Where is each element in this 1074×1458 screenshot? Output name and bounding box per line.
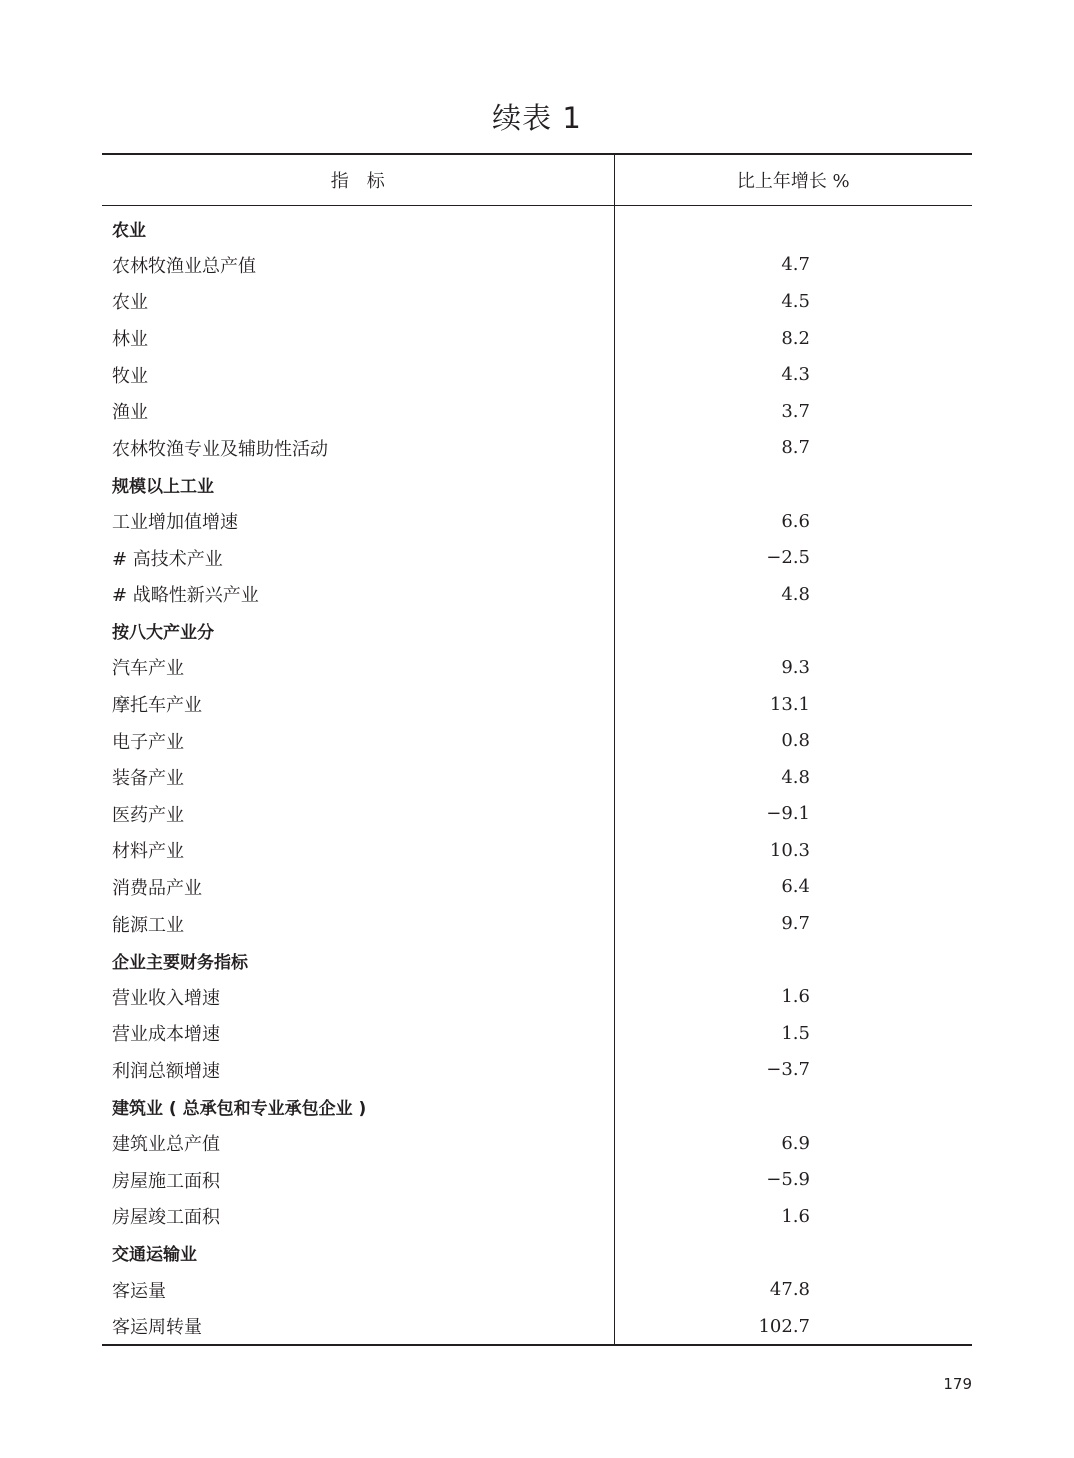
- growth-value: 47.8: [769, 1279, 810, 1301]
- indicator-label: 材料产业: [102, 832, 614, 869]
- growth-value: 1.5: [781, 1022, 810, 1044]
- indicator-label: 房屋竣工面积: [102, 1198, 614, 1235]
- indicator-label: 农业: [102, 283, 614, 320]
- table-row: [102, 1308, 972, 1346]
- growth-value: 8.7: [781, 437, 810, 459]
- table-row: [102, 1015, 972, 1052]
- growth-value: 102.7: [614, 1308, 972, 1346]
- indicator-label: 农林牧渔专业及辅助性活动: [102, 430, 614, 467]
- indicator-label: 利润总额增速: [102, 1052, 614, 1089]
- table-row: [102, 247, 972, 284]
- table-row: [102, 869, 972, 906]
- indicator-label: 营业成本增速: [102, 1015, 614, 1052]
- table-row: [102, 759, 972, 796]
- growth-value: 9.7: [781, 913, 810, 935]
- growth-value: 4.7: [781, 254, 810, 276]
- indicator-label: 建筑业总产值: [102, 1125, 614, 1162]
- growth-value: 10.3: [769, 839, 810, 861]
- indicator-label: 林业: [102, 320, 614, 357]
- indicator-label: 电子产业: [102, 722, 614, 759]
- growth-value: [614, 942, 972, 979]
- growth-value: [614, 206, 972, 247]
- indicator-label: 装备产业: [102, 759, 614, 796]
- table-row: [102, 430, 972, 467]
- indicator-label: 渔业: [102, 393, 614, 430]
- section-label: 建筑业 ( 总承包和专业承包企业 ): [102, 1088, 614, 1125]
- indicator-label: # 战略性新兴产业: [102, 576, 614, 613]
- table-row: [102, 539, 972, 576]
- table-row: [102, 832, 972, 869]
- growth-value: 6.9: [781, 1132, 810, 1154]
- table-section-row: [102, 466, 972, 503]
- growth-value: 0.8: [781, 730, 810, 752]
- growth-value: −2.5: [766, 547, 810, 569]
- growth-value: −9.1: [766, 803, 810, 825]
- growth-value: 3.7: [781, 400, 810, 422]
- growth-value: −3.7: [766, 1059, 810, 1081]
- growth-value: 6.4: [781, 876, 810, 898]
- table-row: [102, 905, 972, 942]
- table-row: [102, 320, 972, 357]
- table-row: [102, 576, 972, 613]
- table-row: [102, 356, 972, 393]
- growth-value: [614, 1235, 972, 1272]
- table-row: [102, 1198, 972, 1235]
- table-row: [102, 649, 972, 686]
- growth-value: 6.6: [781, 510, 810, 532]
- indicator-label: 房屋施工面积: [102, 1161, 614, 1198]
- growth-value: 4.3: [781, 364, 810, 386]
- indicator-label: 医药产业: [102, 796, 614, 833]
- indicator-label: 能源工业: [102, 905, 614, 942]
- indicator-label: 消费品产业: [102, 869, 614, 906]
- table-row: [102, 686, 972, 723]
- section-label: 交通运输业: [102, 1235, 614, 1272]
- growth-value: [614, 1088, 972, 1125]
- header-growth: 比上年增长 %: [614, 154, 972, 206]
- page-title: 续表 1: [492, 101, 582, 135]
- table-row: [102, 1161, 972, 1198]
- table-section-row: [102, 942, 972, 979]
- indicator-label: # 高技术产业: [102, 539, 614, 576]
- table-row: [102, 1052, 972, 1089]
- table-row: [102, 1125, 972, 1162]
- table-row: [102, 1271, 972, 1308]
- indicator-label: 摩托车产业: [102, 686, 614, 723]
- growth-value: 8.2: [781, 327, 810, 349]
- growth-value: 1.6: [781, 986, 810, 1008]
- table-body: [102, 206, 972, 1346]
- growth-value: 9.3: [781, 656, 810, 678]
- growth-value: [614, 613, 972, 650]
- table-header-row: [102, 154, 972, 206]
- section-label: 按八大产业分: [102, 613, 614, 650]
- indicator-label: 汽车产业: [102, 649, 614, 686]
- indicator-label: 牧业: [102, 356, 614, 393]
- table-row: [102, 978, 972, 1015]
- growth-value: −5.9: [766, 1169, 810, 1191]
- indicator-label: 客运周转量: [102, 1308, 614, 1346]
- growth-value: 4.8: [781, 583, 810, 605]
- growth-value: 13.1: [769, 693, 810, 715]
- table-section-row: [102, 1088, 972, 1125]
- table-row: [102, 283, 972, 320]
- table-section-row: [102, 613, 972, 650]
- statistics-table: [102, 153, 972, 1346]
- table-row: [102, 393, 972, 430]
- indicator-label: 客运量: [102, 1271, 614, 1308]
- table-section-row: [102, 1235, 972, 1272]
- page-number: 179: [943, 1375, 972, 1393]
- growth-value: [614, 466, 972, 503]
- section-label: 规模以上工业: [102, 466, 614, 503]
- table-section-row: [102, 206, 972, 247]
- indicator-label: 工业增加值增速: [102, 503, 614, 540]
- table-row: [102, 503, 972, 540]
- table-row: [102, 722, 972, 759]
- growth-value: 4.5: [781, 290, 810, 312]
- header-indicator: 指 标: [102, 154, 614, 206]
- indicator-label: 农林牧渔业总产值: [102, 247, 614, 284]
- indicator-label: 营业收入增速: [102, 978, 614, 1015]
- section-label: 企业主要财务指标: [102, 942, 614, 979]
- section-label: 农业: [102, 206, 614, 247]
- table-row: [102, 796, 972, 833]
- growth-value: 4.8: [781, 766, 810, 788]
- growth-value: 1.6: [781, 1205, 810, 1227]
